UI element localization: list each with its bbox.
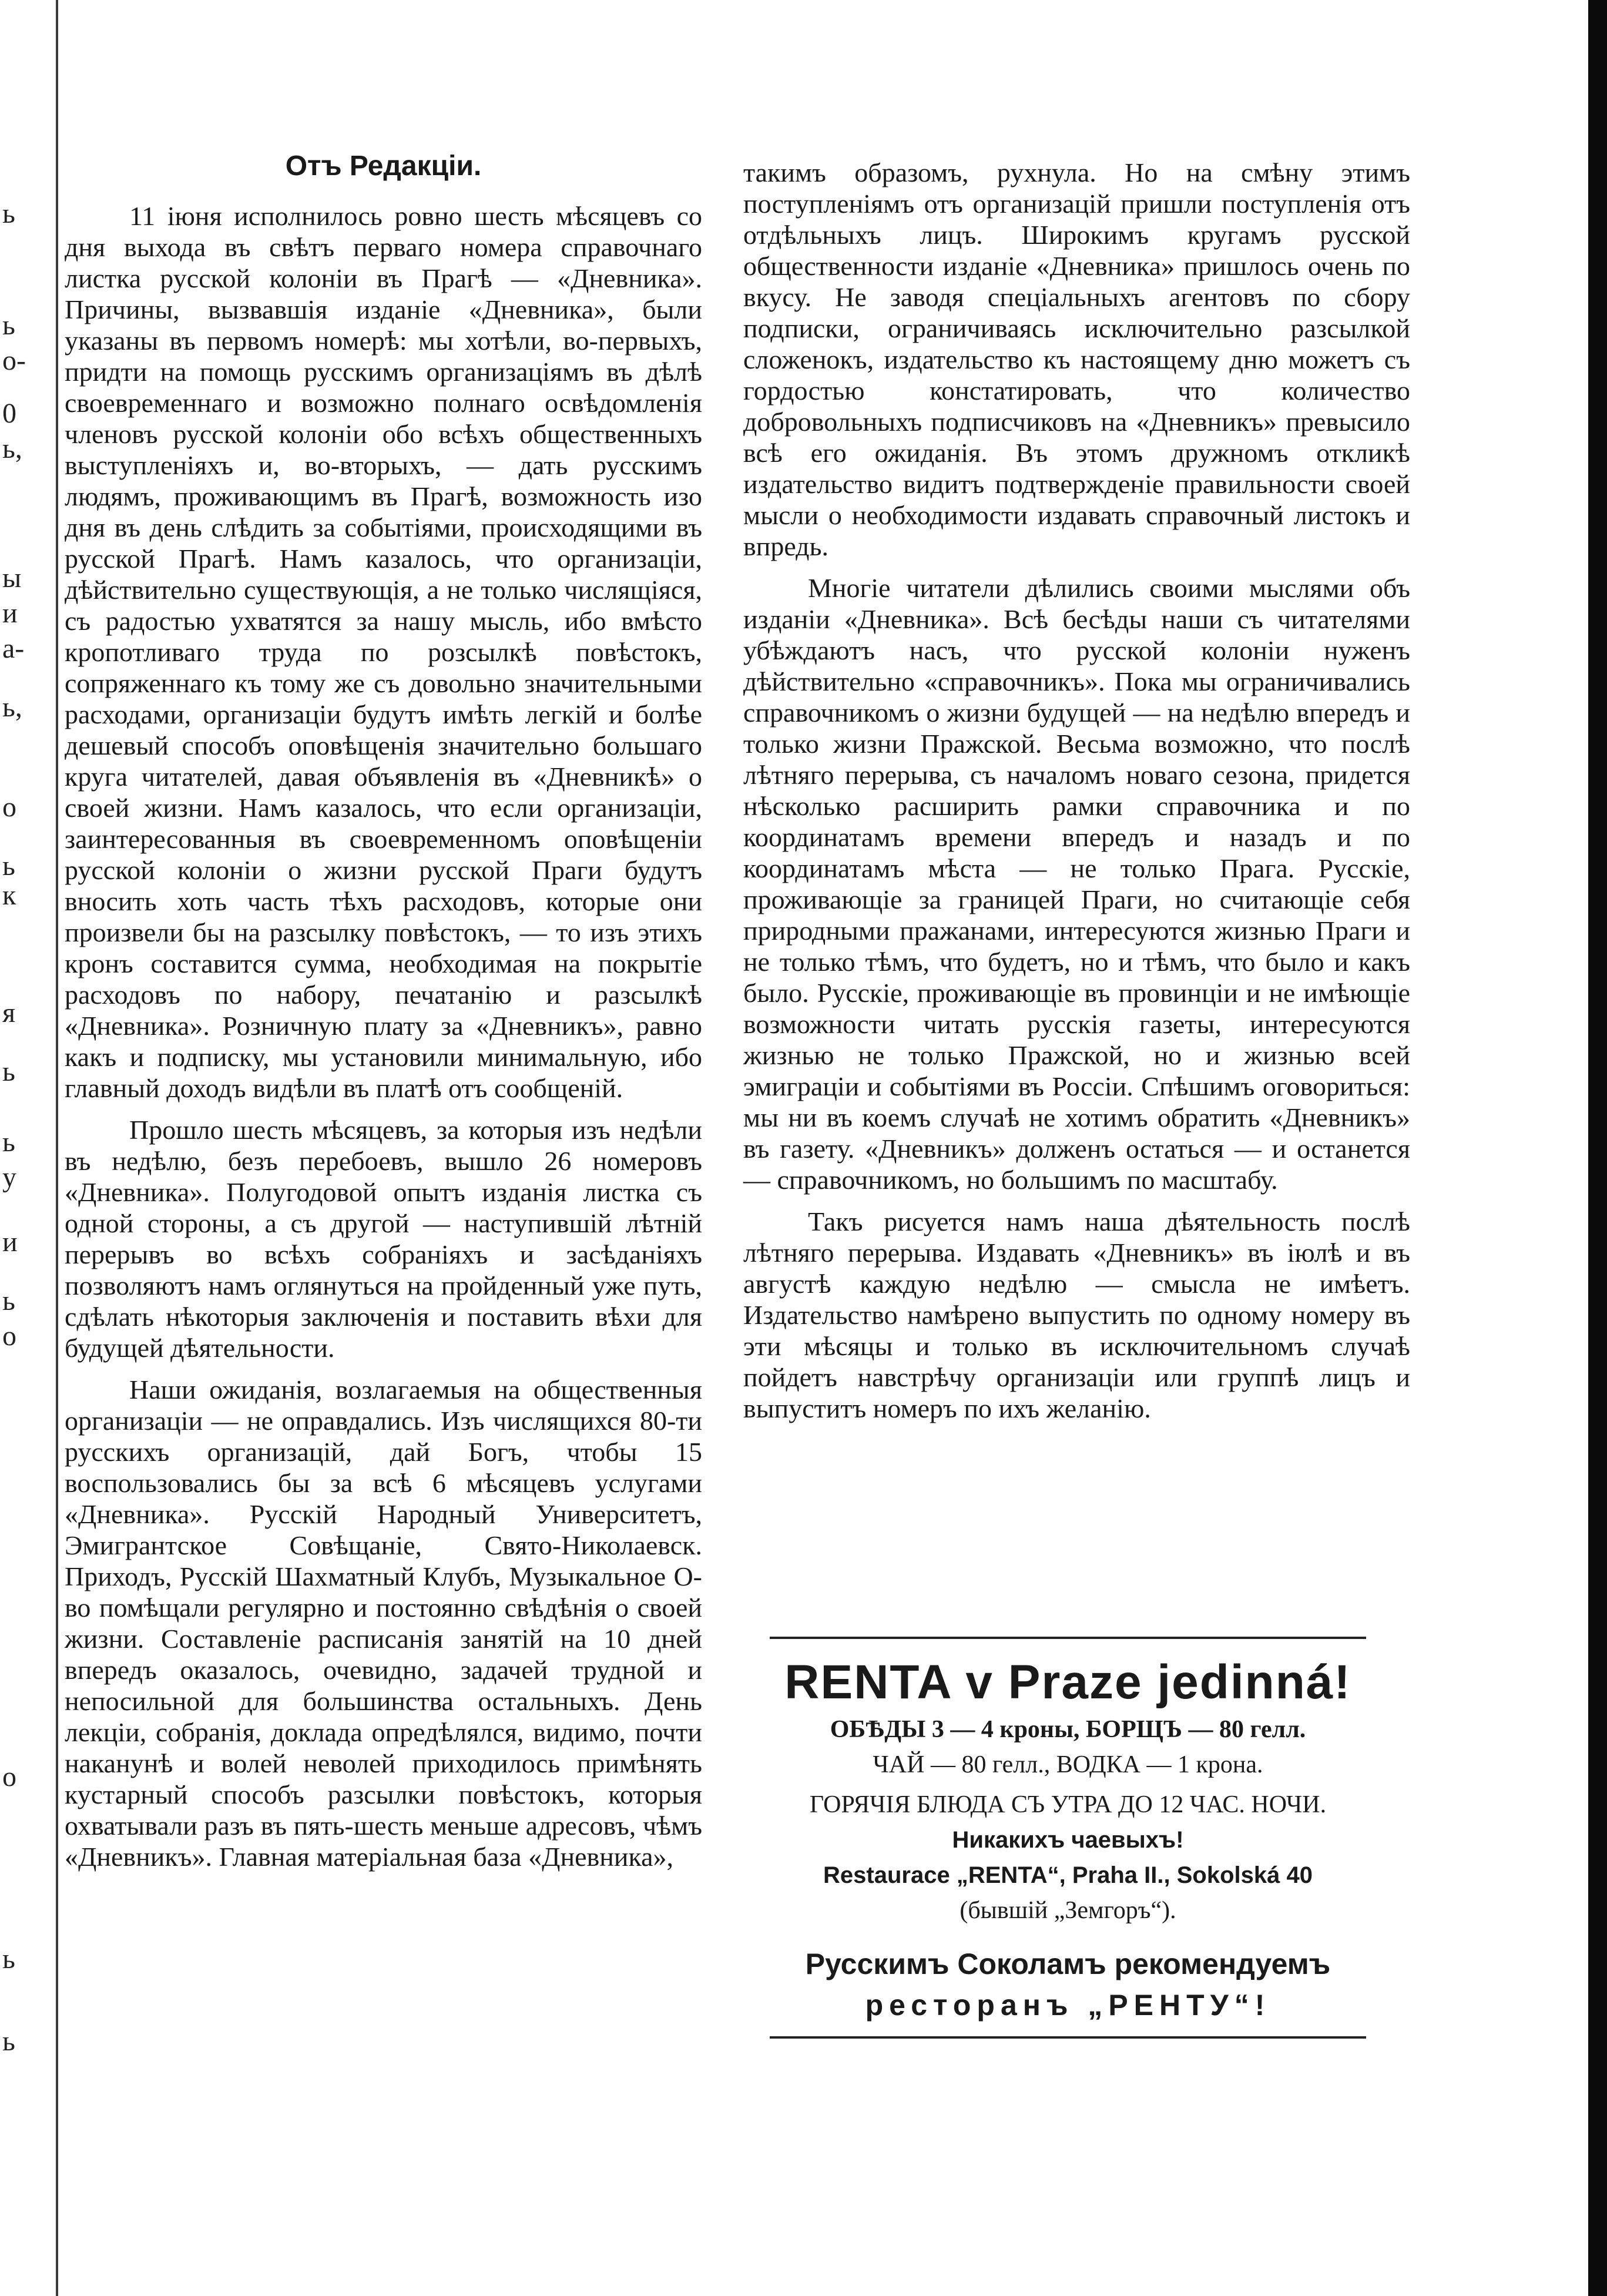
editorial-paragraph: Многіе читатели дѣлились своими мыслями объ изданіи «Дневника». Всѣ бесѣды наши съ читателями убѣждаютъ насъ, что русской колоніи нуженъ дѣйствительно «справочникъ». Пока мы ограничивались справочникомъ о жизни будущей — на недѣлю впередъ и только жизни Пражской. Весьма возможно, что послѣ лѣтняго перерыва, съ началомъ новаго сезона, придется нѣсколько расширить рамки справочника и по координатамъ времени впередъ и назадъ и по координатамъ мѣста — не только Прага. Русскіе, проживающіе за границей Праги, но считающіе себя природными пражанами, интересуются жизнью Праги и не только тѣмъ, что будетъ, но и тѣмъ, что было и какъ было. Русскіе, проживающіе въ провинціи и не имѣющіе возможности читать русскія газеты, интересуются жизнью не только Пражской, но и жизнью всей эмиграціи и событіями въ Россіи. Спѣшимъ оговориться: мы ни въ коемъ случаѣ не хотимъ обратить «Дневникъ» въ газету. «Дневникъ» долженъ остаться — и останется — справочникомъ, но большимъ по масштабу. — [743, 573, 1410, 1195]
gutter-letter: ь — [2, 850, 15, 881]
scan-edge — [1588, 0, 1607, 2296]
adjacent-page-fragment — [0, 0, 58, 2296]
editorial-paragraph: такимъ образомъ, рухнула. Но на смѣну этимъ поступленіямъ отъ организацій пришли поступленія отъ отдѣльныхъ лицъ. Широкимъ кругамъ русской общественности изданіе «Дневника» пришлось очень по вкусу. Не заводя спеціальныхъ агентовъ по сбору подписки, ограничиваясь исключительно разсылкой сложенокъ, издательство къ настоящему дню можетъ съ гордостью констатировать, что количество добровольныхъ подписчиковъ на «Дневникъ» превысило всѣ его ожиданія. Въ этомъ дружномъ откликѣ издательство видитъ подтвержденіе правильности своей мысли о необходимости издавать справочный листокъ и впредь. — [743, 157, 1410, 561]
gutter-letter: я — [2, 997, 16, 1028]
editorial-paragraph: Прошло шесть мѣсяцевъ, за которыя изъ недѣли въ недѣлю, безъ перебоевъ, вышло 26 номеровъ «Дневника». Полугодовой опытъ изданія листка съ одной стороны, а съ другой — наступившій лѣтній перерывъ во всѣхъ собраніяхъ и засѣданіяхъ позволяютъ намъ оглянуться на пройденный уже путь, сдѣлать нѣкоторыя заключенія и поставить вѣхи для будущей дѣятельности. — [65, 1115, 702, 1363]
ad-prices-line: ОБѢДЫ 3 — 4 кроны, БОРЩЪ — 80 гелл. — [830, 1716, 1306, 1743]
ad-no-tips-line: Никакихъ чаевыхъ! — [952, 1827, 1184, 1853]
gutter-letter: ь — [2, 2026, 15, 2057]
gutter-letter: о — [2, 1320, 16, 1352]
gutter-letter: ь — [2, 1285, 15, 1316]
ad-bottom-rule — [770, 2036, 1366, 2039]
gutter-letter: ь, — [2, 692, 22, 723]
gutter-letter: 0 — [2, 398, 16, 429]
gutter-letter: о — [2, 1761, 16, 1792]
ad-address: Restaurace „RENTA“, Praha II., Sokolská 40 — [823, 1862, 1313, 1888]
gutter-letter: ь — [2, 198, 15, 229]
gutter-letter: ь — [2, 1943, 15, 1975]
gutter-letter: ь — [2, 1127, 15, 1158]
ad-slogan-restaurant: ресторанъ „РЕНТУ“! — [865, 1989, 1271, 2022]
editorial-title: Отъ Редакціи. — [285, 150, 482, 182]
ad-headline: RENTA v Praze jedinná! — [784, 1655, 1351, 1709]
gutter-letter: у — [2, 1162, 16, 1193]
editorial-paragraph: Такъ рисуется намъ наша дѣятельность послѣ лѣтняго перерыва. Издавать «Дневникъ» въ іюлѣ и въ августѣ каждую недѣлю — смысла не имѣетъ. Издательство намѣрено выпустить по одному номеру въ эти мѣсяцы и только въ исключительномъ случаѣ пойдетъ навстрѣчу организаціи или группѣ лицъ и выпуститъ номеръ по ихъ желанію. — [743, 1206, 1410, 1423]
editorial-column-right — [743, 157, 1410, 1434]
gutter-letter: ь, — [2, 433, 22, 464]
editorial-column-left — [65, 150, 702, 1883]
editorial-paragraph: Наши ожиданія, возлагаемыя на общественныя организаціи — не оправдались. Изъ числящихся 80-ти русскихъ организацій, дай Богъ, чтобы 15 воспользовались бы за всѣ 6 мѣсяцевъ услугами «Дневника». Русскій Народный Университетъ, Эмигрантское Совѣщаніе, Свято-Николаевск. Приходъ, Русскій Шахматный Клубъ, Музыкальное О-во помѣщали регулярно и постоянно свѣдѣнія о своей жизни. Составленіе расписанія занятій на 10 дней впередъ оказалось, очевидно, задачей трудной и непосильной для большинства остальныхъ. День лекціи, собранія, доклада опредѣлялся, видимо, почти наканунѣ и волей неволей приходилось примѣнять кустарный способъ разсылки повѣстокъ, которыя охватывали разъ въ пять-шесть меньше адресовъ, чѣмъ «Дневникъ». Главная матеріальная база «Дневника», — [65, 1375, 702, 1872]
gutter-letter: о- — [2, 345, 26, 376]
ad-former-name: (бывшій „Земгоръ“). — [959, 1897, 1176, 1924]
gutter-letter: к — [2, 880, 16, 911]
gutter-letter: о — [2, 792, 16, 823]
gutter-letter: и — [2, 1226, 18, 1258]
gutter-letter: ь — [2, 1056, 15, 1087]
gutter-letter: а- — [2, 633, 25, 664]
ad-drinks-line: ЧАЙ — 80 гелл., ВОДКА — 1 крона. — [873, 1751, 1263, 1778]
restaurant-advertisement — [770, 1637, 1366, 2039]
gutter-letter: ы — [2, 562, 22, 594]
gutter-letter: и — [2, 598, 18, 629]
editorial-paragraph: 11 іюня исполнилось ровно шесть мѣсяцевъ со дня выхода въ свѣтъ перваго номера справочнаго листка русской колоніи въ Прагѣ — «Дневника». Причины, вызвавшія изданіе «Дневника», были указаны въ первомъ номерѣ: мы хотѣли, во-первыхъ, придти на помощь русскимъ организаціямъ въ дѣлѣ своевременнаго и возможно полнаго освѣдомленія членовъ русской колоніи обо всѣхъ общественныхъ выступленіяхъ и, во-вторыхъ, — дать русскимъ людямъ, проживающимъ въ Прагѣ, возможность изо дня въ день слѣдить за событіями, происходящими въ русской Прагѣ. Намъ казалось, что организаціи, дѣйствительно существующія, а не только числящіяся, съ радостью ухватятся за нашу мысль, ибо вмѣсто кропотливаго труда по розсылкѣ повѣстокъ, сопряженнаго къ тому же съ довольно значительными расходами, организаціи будутъ имѣть легкій и болѣе дешевый способъ оповѣщенія значительно большаго круга читателей, давая объявленія въ «Дневникѣ» о своей жизни. Намъ казалось, что если организаціи, заинтересованныя въ своевременномъ оповѣщеніи русской колоніи о жизни русской Праги будутъ вносить хоть часть тѣхъ расходовъ, которые они произвели бы на разсылку повѣстокъ, — то изъ этихъ кронъ составится сумма, необходимая на покрытіе расходовъ по набору, печатанію и разсылкѣ «Дневника». Розничную плату за «Дневникъ», равно какъ и подписку, мы установили минимальную, ибо главный доходъ видѣли въ платѣ отъ сообщеній. — [65, 201, 702, 1103]
ad-top-rule — [770, 1637, 1366, 1639]
ad-slogan: Русскимъ Соколамъ рекомендуемъ — [805, 1948, 1331, 1980]
ad-hours-line: ГОРЯЧІЯ БЛЮДА СЪ УТРА ДО 12 ЧАС. НОЧИ. — [809, 1791, 1327, 1818]
gutter-letter: ь — [2, 310, 15, 341]
